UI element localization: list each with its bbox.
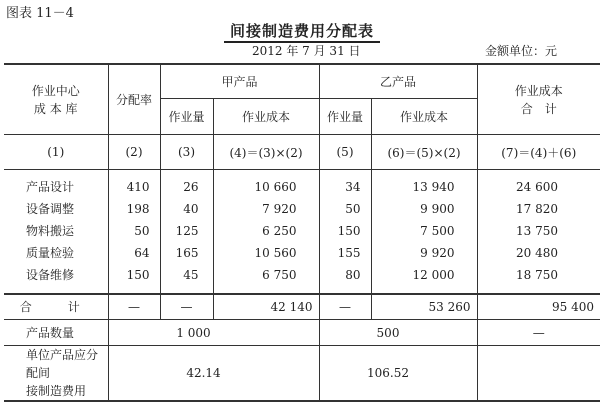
unit-cost-row-total bbox=[477, 346, 600, 402]
header-rate: 分配率 bbox=[108, 64, 160, 135]
quantity-row-b: 500 bbox=[319, 320, 477, 346]
total-row-cost-b: 53 260 bbox=[371, 294, 477, 320]
costs-b bbox=[371, 170, 477, 294]
activity-names bbox=[4, 170, 108, 294]
totals bbox=[477, 170, 600, 294]
quantities-b bbox=[319, 170, 371, 294]
quantity-a-value: 125 bbox=[175, 224, 199, 239]
currency-unit: 金额单位：元 bbox=[485, 44, 558, 58]
cost-b-value: 9 920 bbox=[420, 246, 455, 261]
header-cost-a: 作业成本 bbox=[213, 99, 319, 135]
cost-b-value: 13 940 bbox=[412, 180, 455, 195]
activity-name: 设备调整 bbox=[26, 202, 75, 217]
total-row-rate: — bbox=[108, 294, 160, 320]
table-title-text: 间接制造费用分配表 bbox=[224, 22, 380, 43]
quantity-row-label: 产品数量 bbox=[4, 320, 108, 346]
col-index-5: (5) bbox=[319, 135, 371, 170]
cost-b-value: 12 000 bbox=[412, 268, 455, 283]
costs-a bbox=[213, 170, 319, 294]
header-cost-b: 作业成本 bbox=[371, 99, 477, 135]
total-value: 18 750 bbox=[516, 268, 558, 283]
quantity-row-a: 1 000 bbox=[108, 320, 319, 346]
quantity-b-value: 155 bbox=[337, 246, 361, 261]
quantity-b-value: 50 bbox=[345, 202, 361, 217]
allocation-table bbox=[4, 63, 600, 402]
header-product-a: 甲产品 bbox=[160, 64, 319, 99]
cost-a-value: 6 250 bbox=[262, 224, 297, 239]
rate-value: 150 bbox=[126, 268, 150, 283]
quantity-a-value: 26 bbox=[183, 180, 199, 195]
activity-name: 质量检验 bbox=[26, 246, 75, 261]
col-index-1: (1) bbox=[4, 135, 108, 170]
total-row-label: 合 计 bbox=[4, 294, 108, 320]
cost-b-value: 9 900 bbox=[420, 202, 455, 217]
quantity-a-value: 165 bbox=[175, 246, 199, 261]
header-product-b: 乙产品 bbox=[319, 64, 477, 99]
col-index-4: (4)＝(3)×(2) bbox=[213, 135, 319, 170]
rate-value: 410 bbox=[126, 180, 150, 195]
cost-b-value: 7 500 bbox=[420, 224, 455, 239]
header-total-cost: 作业成本 合 计 bbox=[477, 64, 600, 135]
figure-label: 图表 11－4 bbox=[6, 6, 74, 21]
col-index-7: (7)＝(4)＋(6) bbox=[477, 135, 600, 170]
rate-value: 64 bbox=[134, 246, 150, 261]
activity-name: 设备维修 bbox=[26, 268, 75, 283]
cost-a-value: 6 750 bbox=[262, 268, 297, 283]
unit-cost-row-label: 单位产品应分配间 接制造费用 bbox=[4, 346, 108, 402]
col-index-2: (2) bbox=[108, 135, 160, 170]
cost-a-value: 10 660 bbox=[254, 180, 297, 195]
header-quantity-a: 作业量 bbox=[160, 99, 213, 135]
total-row-total: 95 400 bbox=[477, 294, 600, 320]
total-value: 17 820 bbox=[516, 202, 558, 217]
quantity-b-value: 80 bbox=[345, 268, 361, 283]
total-row-cost-a: 42 140 bbox=[213, 294, 319, 320]
total-value: 24 600 bbox=[516, 180, 558, 195]
header-cost-pool: 作业中心 成 本 库 bbox=[4, 64, 108, 135]
unit-cost-row-a: 42.14 bbox=[108, 346, 319, 402]
col-index-6: (6)＝(5)×(2) bbox=[371, 135, 477, 170]
total-row-quantity-b: — bbox=[319, 294, 371, 320]
header-quantity-b: 作业量 bbox=[319, 99, 371, 135]
quantity-a-value: 40 bbox=[183, 202, 199, 217]
quantities-a bbox=[160, 170, 213, 294]
cost-a-value: 7 920 bbox=[262, 202, 297, 217]
activity-name: 物料搬运 bbox=[26, 224, 75, 239]
total-row-quantity-a: — bbox=[160, 294, 213, 320]
cost-a-value: 10 560 bbox=[254, 246, 297, 261]
quantity-b-value: 150 bbox=[337, 224, 361, 239]
quantity-row-total: — bbox=[477, 320, 600, 346]
quantity-a-value: 45 bbox=[183, 268, 199, 283]
report-date: 2012 年 7 月 31 日 bbox=[252, 44, 361, 58]
total-value: 20 480 bbox=[516, 246, 558, 261]
quantity-b-value: 34 bbox=[345, 180, 361, 195]
rate-value: 198 bbox=[126, 202, 150, 217]
total-value: 13 750 bbox=[516, 224, 558, 239]
unit-cost-row-b: 106.52 bbox=[319, 346, 477, 402]
rates bbox=[108, 170, 160, 294]
table-title bbox=[0, 20, 604, 41]
col-index-3: (3) bbox=[160, 135, 213, 170]
activity-name: 产品设计 bbox=[26, 180, 75, 195]
rate-value: 50 bbox=[134, 224, 150, 239]
